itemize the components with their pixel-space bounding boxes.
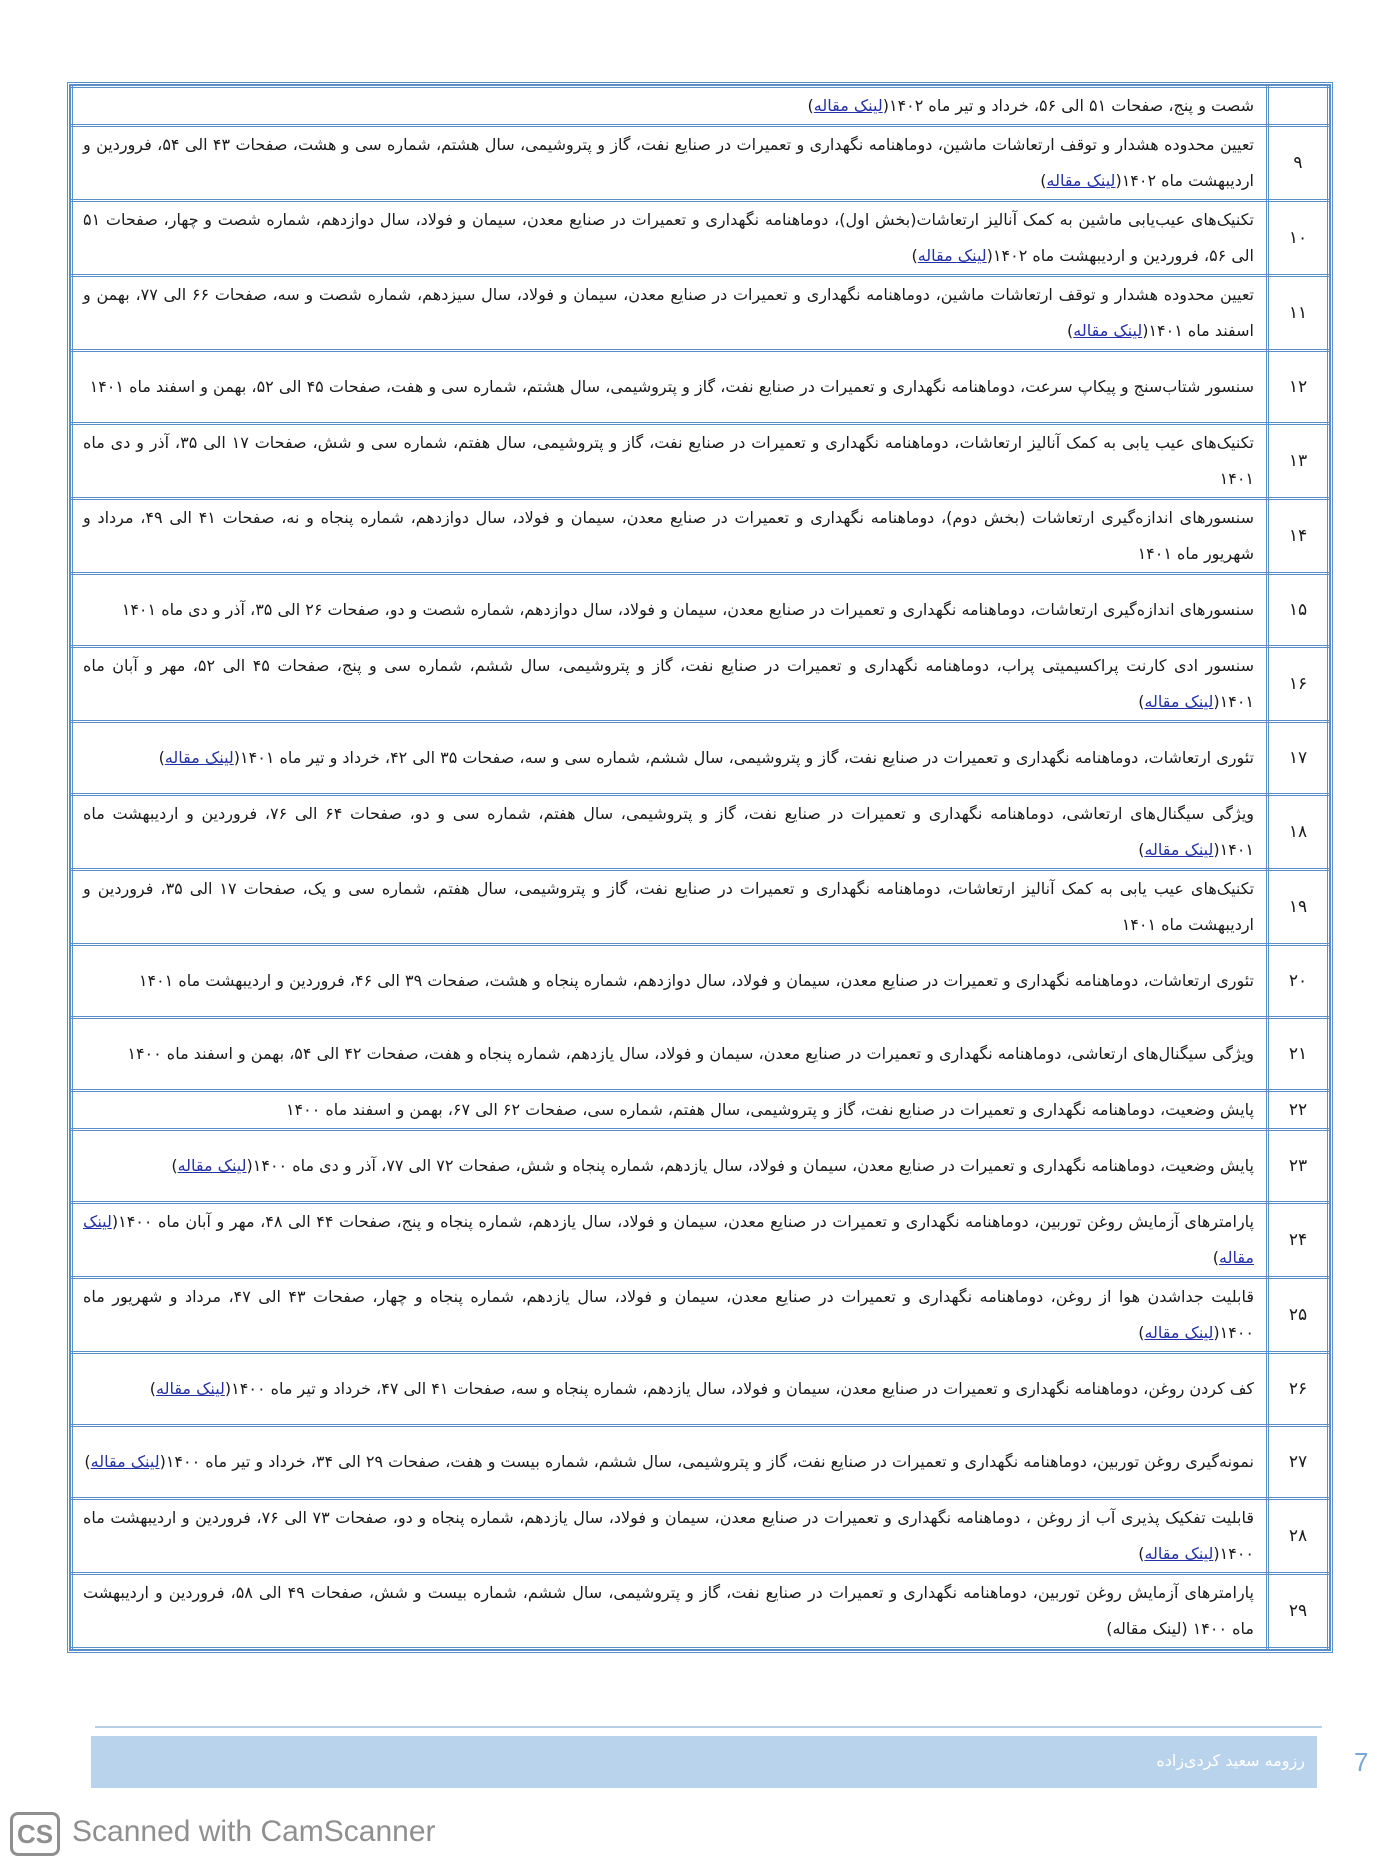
publication-entry: پارامترهای آزمایش روغن توربین، دوماهنامه نگهداری و تعمیرات در صنایع معدن، سیمان و فولاد، سال یازدهم، شماره پنجاه و پنج، صفحات ۴۴ الی ۴۸، مهر و آبان ماه ۱۴۰۰(لینک مقاله): [72, 1203, 1268, 1278]
row-number: ۲۷: [1268, 1426, 1329, 1499]
publication-entry: تعیین محدوده هشدار و توقف ارتعاشات ماشین، دوماهنامه نگهداری و تعمیرات در صنایع معدن، سیمان و فولاد، سال سیزدهم، شماره شصت و سه، صفحات ۶۶ الی ۷۷، بهمن و اسفند ماه ۱۴۰۱(لینک مقاله): [72, 276, 1268, 351]
row-number: ۲۸: [1268, 1499, 1329, 1574]
camscanner-logo: CS: [10, 1812, 60, 1856]
row-number: ۹: [1268, 126, 1329, 201]
publication-text: تعیین محدوده هشدار و توقف ارتعاشات ماشین، دوماهنامه نگهداری و تعمیرات در صنایع نفت، گاز و پتروشیمی، سال هشتم، شماره سی و هشت، صفحات ۴۳ الی ۵۴، فروردین و اردیبهشت ماه ۱۴۰۲: [83, 135, 1254, 190]
table-row: [72, 1278, 1329, 1353]
publication-text: نمونه‌گیری روغن توربین، دوماهنامه نگهداری و تعمیرات در صنایع نفت، گاز و پتروشیمی، سال ششم، شماره بیست و هفت، صفحات ۲۹ الی ۳۴، خرداد و تیر ماه ۱۴۰۰: [165, 1452, 1254, 1471]
publication-entry: پایش وضعیت، دوماهنامه نگهداری و تعمیرات در صنایع معدن، سیمان و فولاد، سال یازدهم، شماره پنجاه و شش، صفحات ۷۲ الی ۷۷، آذر و دی ماه ۱۴۰۰(لینک مقاله): [72, 1130, 1268, 1203]
footer-divider: [95, 1726, 1322, 1728]
publication-entry: [72, 870, 1268, 945]
publications-table-body: [72, 87, 1329, 1649]
publication-text: تعیین محدوده هشدار و توقف ارتعاشات ماشین، دوماهنامه نگهداری و تعمیرات در صنایع معدن، سیمان و فولاد، سال سیزدهم، شماره شصت و سه، صفحات ۶۶ الی ۷۷، بهمن و اسفند ماه ۱۴۰۱: [83, 285, 1255, 340]
article-link[interactable]: لینک مقاله: [83, 1212, 1254, 1267]
footer-resume-name: رزومه سعید کردی‌زاده: [1156, 1751, 1305, 1770]
publication-entry: نمونه‌گیری روغن توربین، دوماهنامه نگهداری و تعمیرات در صنایع نفت، گاز و پتروشیمی، سال ششم، شماره بیست و هفت، صفحات ۲۹ الی ۳۴، خرداد و تیر ماه ۱۴۰۰(لینک مقاله): [72, 1426, 1268, 1499]
article-link[interactable]: لینک مقاله: [177, 1156, 247, 1175]
publication-entry: سنسور ادی کارنت پراکسیمیتی پراب، دوماهنامه نگهداری و تعمیرات در صنایع نفت، گاز و پتروشیمی، سال ششم، شماره سی و پنج، صفحات ۴۵ الی ۵۲، مهر و آبان ماه ۱۴۰۱(لینک مقاله): [72, 647, 1268, 722]
row-number: ۱۱: [1268, 276, 1329, 351]
row-number: ۱۹: [1268, 870, 1329, 945]
row-number: ۱۵: [1268, 574, 1329, 647]
table-row: [72, 1426, 1329, 1499]
row-number: ۲۶: [1268, 1353, 1329, 1426]
row-number: ۲۹: [1268, 1574, 1329, 1649]
article-link[interactable]: لینک مقاله: [813, 96, 883, 115]
article-link[interactable]: لینک مقاله: [1144, 1323, 1214, 1342]
table-row: [72, 722, 1329, 795]
publication-text: قابلیت جداشدن هوا از روغن، دوماهنامه نگهداری و تعمیرات در صنایع معدن، سیمان و فولاد، سال یازدهم، شماره پنجاه و چهار، صفحات ۴۳ الی ۴۷، مرداد و شهریور ماه ۱۴۰۰: [83, 1287, 1255, 1342]
publication-text: سنسور شتاب‌سنج و پیکاپ سرعت، دوماهنامه نگهداری و تعمیرات در صنایع نفت، گاز و پتروشیمی، سال هشتم، شماره سی و هفت، صفحات ۴۵ الی ۵۲، بهمن و اسفند ماه ۱۴۰۱: [89, 377, 1254, 396]
publication-text: شصت و پنج، صفحات ۵۱ الی ۵۶، خرداد و تیر ماه ۱۴۰۲: [888, 96, 1254, 115]
article-link[interactable]: لینک مقاله: [1144, 692, 1214, 711]
row-number: ۲۳: [1268, 1130, 1329, 1203]
table-row: [72, 1203, 1329, 1278]
row-number: ۱۷: [1268, 722, 1329, 795]
table-row: [72, 795, 1329, 870]
publication-text: تکنیک‌های عیب یابی به کمک آنالیز ارتعاشات، دوماهنامه نگهداری و تعمیرات در صنایع نفت، گاز و پتروشیمی، سال هفتم، شماره سی و یک، صفحات ۱۷ الی ۳۵، فروردین و اردیبهشت ماه ۱۴۰۱: [83, 879, 1255, 934]
table-row: [72, 1574, 1329, 1649]
table-row: [72, 945, 1329, 1018]
table-row: [72, 276, 1329, 351]
publication-text: سنسورهای اندازه‌گیری ارتعاشات، دوماهنامه نگهداری و تعمیرات در صنایع معدن، سیمان و فولاد، سال دوازدهم، شماره شصت و دو، صفحات ۲۶ الی ۳۵، آذر و دی ماه ۱۴۰۱: [121, 600, 1254, 619]
article-link[interactable]: لینک مقاله: [155, 1379, 225, 1398]
article-link[interactable]: لینک مقاله: [1144, 1544, 1214, 1563]
row-number: ۱۶: [1268, 647, 1329, 722]
article-link[interactable]: لینک مقاله: [90, 1452, 160, 1471]
publication-text: سنسورهای اندازه‌گیری ارتعاشات (بخش دوم)، دوماهنامه نگهداری و تعمیرات در صنایع معدن، سیمان و فولاد، سال دوازدهم، شماره پنجاه و نه، صفحات ۴۱ الی ۴۹، مرداد و شهریور ماه ۱۴۰۱: [83, 508, 1255, 563]
publication-text: تکنیک‌های عیب‌یابی ماشین به کمک آنالیز ارتعاشات(بخش اول)، دوماهنامه نگهداری و تعمیرات در صنایع معدن، سیمان و فولاد، سال دوازدهم، شماره شصت و چهار، صفحات ۵۱ الی ۵۶، فروردین و اردیبهشت ماه ۱۴۰۲: [83, 210, 1254, 265]
table-row: [72, 499, 1329, 574]
publication-entry: [72, 574, 1268, 647]
footer-bar: [91, 1736, 1317, 1788]
row-number: ۲۵: [1268, 1278, 1329, 1353]
table-row: [72, 1130, 1329, 1203]
table-row: [72, 424, 1329, 499]
page-number: 7: [1354, 1747, 1369, 1777]
camscanner-watermark-text: Scanned with CamScanner: [72, 1815, 436, 1848]
publication-entry: شصت و پنج، صفحات ۵۱ الی ۵۶، خرداد و تیر ماه ۱۴۰۲(لینک مقاله): [72, 87, 1268, 126]
publication-entry: تکنیک‌های عیب‌یابی ماشین به کمک آنالیز ارتعاشات(بخش اول)، دوماهنامه نگهداری و تعمیرات در صنایع معدن، سیمان و فولاد، سال دوازدهم، شماره شصت و چهار، صفحات ۵۱ الی ۵۶، فروردین و اردیبهشت ماه ۱۴۰۲(لینک مقاله): [72, 201, 1268, 276]
row-number: ۱۴: [1268, 499, 1329, 574]
publication-text: تئوری ارتعاشات، دوماهنامه نگهداری و تعمیرات در صنایع نفت، گاز و پتروشیمی، سال ششم، شماره سی و سه، صفحات ۳۵ الی ۴۲، خرداد و تیر ماه ۱۴۰۱: [240, 748, 1254, 767]
table-row: [72, 126, 1329, 201]
row-number: ۱۰: [1268, 201, 1329, 276]
table-row: [72, 87, 1329, 126]
publication-entry: [72, 1018, 1268, 1091]
publication-entry: ویژگی سیگنال‌های ارتعاشی، دوماهنامه نگهداری و تعمیرات در صنایع نفت، گاز و پتروشیمی، سال هفتم، شماره سی و دو، صفحات ۶۴ الی ۷۶، فروردین و اردیبهشت ماه ۱۴۰۱(لینک مقاله): [72, 795, 1268, 870]
row-number: ۲۴: [1268, 1203, 1329, 1278]
table-row: [72, 1353, 1329, 1426]
row-number: ۱۲: [1268, 351, 1329, 424]
article-link[interactable]: لینک مقاله: [164, 748, 234, 767]
publication-text: پارامترهای آزمایش روغن توربین، دوماهنامه نگهداری و تعمیرات در صنایع نفت، گاز و پتروشیمی، سال ششم، شماره بیست و شش، صفحات ۴۹ الی ۵۸، فروردین و اردیبهشت ماه ۱۴۰۰ (لینک مقاله): [83, 1583, 1255, 1638]
row-number: ۲۲: [1268, 1091, 1329, 1130]
row-number: ۲۰: [1268, 945, 1329, 1018]
publication-entry: قابلیت جداشدن هوا از روغن، دوماهنامه نگهداری و تعمیرات در صنایع معدن، سیمان و فولاد، سال یازدهم، شماره پنجاه و چهار، صفحات ۴۳ الی ۴۷، مرداد و شهریور ماه ۱۴۰۰(لینک مقاله): [72, 1278, 1268, 1353]
publication-text: کف کردن روغن، دوماهنامه نگهداری و تعمیرات در صنایع معدن، سیمان و فولاد، سال یازدهم، شماره پنجاه و سه، صفحات ۴۱ الی ۴۷، خرداد و تیر ماه ۱۴۰۰: [231, 1379, 1254, 1398]
article-link[interactable]: لینک مقاله: [1144, 840, 1214, 859]
table-row: [72, 1018, 1329, 1091]
table-row: [72, 1499, 1329, 1574]
publication-text: پارامترهای آزمایش روغن توربین، دوماهنامه نگهداری و تعمیرات در صنایع معدن، سیمان و فولاد، سال یازدهم، شماره پنجاه و پنج، صفحات ۴۴ الی ۴۸، مهر و آبان ماه ۱۴۰۰: [118, 1212, 1254, 1231]
publication-entry: [72, 499, 1268, 574]
publications-table-frame: [67, 82, 1333, 1653]
table-row: [72, 574, 1329, 647]
publication-entry: [72, 351, 1268, 424]
publication-text: پایش وضعیت، دوماهنامه نگهداری و تعمیرات در صنایع معدن، سیمان و فولاد، سال یازدهم، شماره پنجاه و شش، صفحات ۷۲ الی ۷۷، آذر و دی ماه ۱۴۰۰: [252, 1156, 1254, 1175]
publications-table: [70, 85, 1330, 1650]
row-number: ۲۱: [1268, 1018, 1329, 1091]
article-link[interactable]: لینک مقاله: [1073, 321, 1143, 340]
publication-text: تکنیک‌های عیب یابی به کمک آنالیز ارتعاشات، دوماهنامه نگهداری و تعمیرات در صنایع نفت، گاز و پتروشیمی، سال هفتم، شماره سی و شش، صفحات ۱۷ الی ۳۵، آذر و دی ماه ۱۴۰۱: [83, 433, 1255, 488]
table-row: [72, 1091, 1329, 1130]
publication-entry: تعیین محدوده هشدار و توقف ارتعاشات ماشین، دوماهنامه نگهداری و تعمیرات در صنایع نفت، گاز و پتروشیمی، سال هشتم، شماره سی و هشت، صفحات ۴۳ الی ۵۴، فروردین و اردیبهشت ماه ۱۴۰۲(لینک مقاله): [72, 126, 1268, 201]
table-row: [72, 351, 1329, 424]
row-number: ۱۸: [1268, 795, 1329, 870]
table-row: [72, 647, 1329, 722]
publication-entry: [72, 945, 1268, 1018]
publication-entry: [72, 1091, 1268, 1130]
publication-entry: کف کردن روغن، دوماهنامه نگهداری و تعمیرات در صنایع معدن، سیمان و فولاد، سال یازدهم، شماره پنجاه و سه، صفحات ۴۱ الی ۴۷، خرداد و تیر ماه ۱۴۰۰(لینک مقاله): [72, 1353, 1268, 1426]
table-row: [72, 870, 1329, 945]
publication-text: ویژگی سیگنال‌های ارتعاشی، دوماهنامه نگهداری و تعمیرات در صنایع نفت، گاز و پتروشیمی، سال هفتم، شماره سی و دو، صفحات ۶۴ الی ۷۶، فروردین و اردیبهشت ماه ۱۴۰۱: [83, 804, 1255, 859]
table-row: [72, 201, 1329, 276]
row-number: ۱۳: [1268, 424, 1329, 499]
row-number: [1268, 87, 1329, 126]
publication-entry: [72, 1574, 1268, 1649]
publication-entry: قابلیت تفکیک پذیری آب از روغن ، دوماهنامه نگهداری و تعمیرات در صنایع معدن، سیمان و فولاد، سال یازدهم، شماره پنجاه و دو، صفحات ۷۳ الی ۷۶، فروردین و اردیبهشت ماه ۱۴۰۰(لینک مقاله): [72, 1499, 1268, 1574]
publication-text: ویژگی سیگنال‌های ارتعاشی، دوماهنامه نگهداری و تعمیرات در صنایع معدن، سیمان و فولاد، سال یازدهم، شماره پنجاه و هفت، صفحات ۴۲ الی ۵۴، بهمن و اسفند ماه ۱۴۰۰: [127, 1044, 1254, 1063]
publication-entry: [72, 424, 1268, 499]
article-link[interactable]: لینک مقاله: [917, 246, 987, 265]
publication-text: پایش وضعیت، دوماهنامه نگهداری و تعمیرات در صنایع نفت، گاز و پتروشیمی، سال هفتم، شماره سی، صفحات ۶۲ الی ۶۷، بهمن و اسفند ماه ۱۴۰۰: [285, 1100, 1254, 1119]
publication-entry: تئوری ارتعاشات، دوماهنامه نگهداری و تعمیرات در صنایع نفت، گاز و پتروشیمی، سال ششم، شماره سی و سه، صفحات ۳۵ الی ۴۲، خرداد و تیر ماه ۱۴۰۱(لینک مقاله): [72, 722, 1268, 795]
publication-text: سنسور ادی کارنت پراکسیمیتی پراب، دوماهنامه نگهداری و تعمیرات در صنایع نفت، گاز و پتروشیمی، سال ششم، شماره سی و پنج، صفحات ۴۵ الی ۵۲، مهر و آبان ماه ۱۴۰۱: [83, 656, 1255, 711]
article-link[interactable]: لینک مقاله: [1046, 171, 1116, 190]
publication-text: قابلیت تفکیک پذیری آب از روغن ، دوماهنامه نگهداری و تعمیرات در صنایع معدن، سیمان و فولاد، سال یازدهم، شماره پنجاه و دو، صفحات ۷۳ الی ۷۶، فروردین و اردیبهشت ماه ۱۴۰۰: [83, 1508, 1255, 1563]
publication-text: تئوری ارتعاشات، دوماهنامه نگهداری و تعمیرات در صنایع معدن، سیمان و فولاد، سال دوازدهم، شماره پنجاه و هشت، صفحات ۳۹ الی ۴۶، فروردین و اردیبهشت ماه ۱۴۰۱: [138, 971, 1254, 990]
